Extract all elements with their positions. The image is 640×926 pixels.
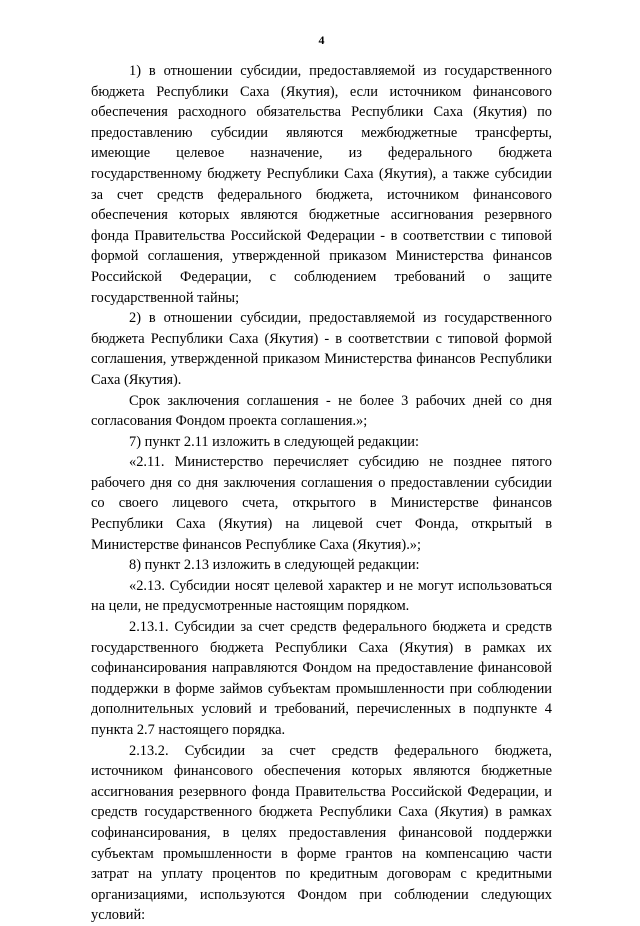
paragraph-clause-2-13-1: 2.13.1. Субсидии за счет средств федерального бюджета и средств государственного бюджета Республики Саха (Якутия) в рамках их софинансирования направляются Фондом на предоставление финансовой поддержки в форме займов субъектам промышленности при соблюдении дополнительных условий и требований, перечисленных в подпункте 4 пункта 2.7 настоящего порядка. [91, 619, 552, 738]
paragraph-subsidy-federal: 1) в отношении субсидии, предоставляемой из государственного бюджета Республики Саха (Якутия), если источником финансового обеспечения расходного обязательства Республики Саха (Якутия) по предоставлению субсидии являются межбюджетные трансферты, имеющие целевое назначение, из федерального бюджета государственному бюджету Республики Саха (Якутия), а также субсидии за счет средств федерального бюджета, источником финансового обеспечения которых являются бюджетные ассигнования резервного фонда Правительства Российской Федерации - в соответствии с типовой формой соглашения, утвержденной приказом Министерства финансов Российской Федерации, с соблюдением требований о защите государственной тайны; [91, 63, 552, 306]
paragraph-clause-2-13-2: 2.13.2. Субсидии за счет средств федерального бюджета, источником финансового обеспечения которых являются бюджетные ассигнования резервного фонда Правительства Российской Федерации, и средств государственного бюджета Республики Саха (Якутия) в рамках софинансирования, в целях предоставления финансовой поддержки субъектам промышленности в форме грантов на компенсацию части затрат на уплату процентов по кредитным договорам с кредитными организациями, используются Фондом при соблюдении следующих условий: [91, 742, 552, 924]
paragraph-subsidy-regional: 2) в отношении субсидии, предоставляемой из государственного бюджета Республики Саха (Якутия) - в соответствии с типовой формой соглашения, утвержденной приказом Министерства финансов Республики Саха (Якутия). [91, 310, 552, 388]
document-body [91, 61, 552, 926]
paragraph-item-7: 7) пункт 2.11 изложить в следующей редакции: [129, 433, 420, 450]
paragraph-clause-2-11: «2.11. Министерство перечисляет субсидию не позднее пятого рабочего дня со дня заключения соглашения о предоставлении субсидии со своего лицевого счета, открытого в Министерстве финансов Республики Саха (Якутия) на лицевой счет Фонда, открытый в Министерстве финансов Республике Саха (Якутия).»; [91, 454, 552, 553]
paragraph-clause-2-13: «2.13. Субсидии носят целевой характер и не могут использоваться на цели, не предусмотренные настоящим порядком. [91, 577, 552, 615]
paragraph-item-8: 8) пункт 2.13 изложить в следующей редакции: [129, 557, 420, 574]
page-number: 4 [318, 33, 325, 47]
paragraph-agreement-term: Срок заключения соглашения - не более 3 рабочих дней со дня согласования Фондом проекта соглашения.»; [91, 392, 552, 430]
